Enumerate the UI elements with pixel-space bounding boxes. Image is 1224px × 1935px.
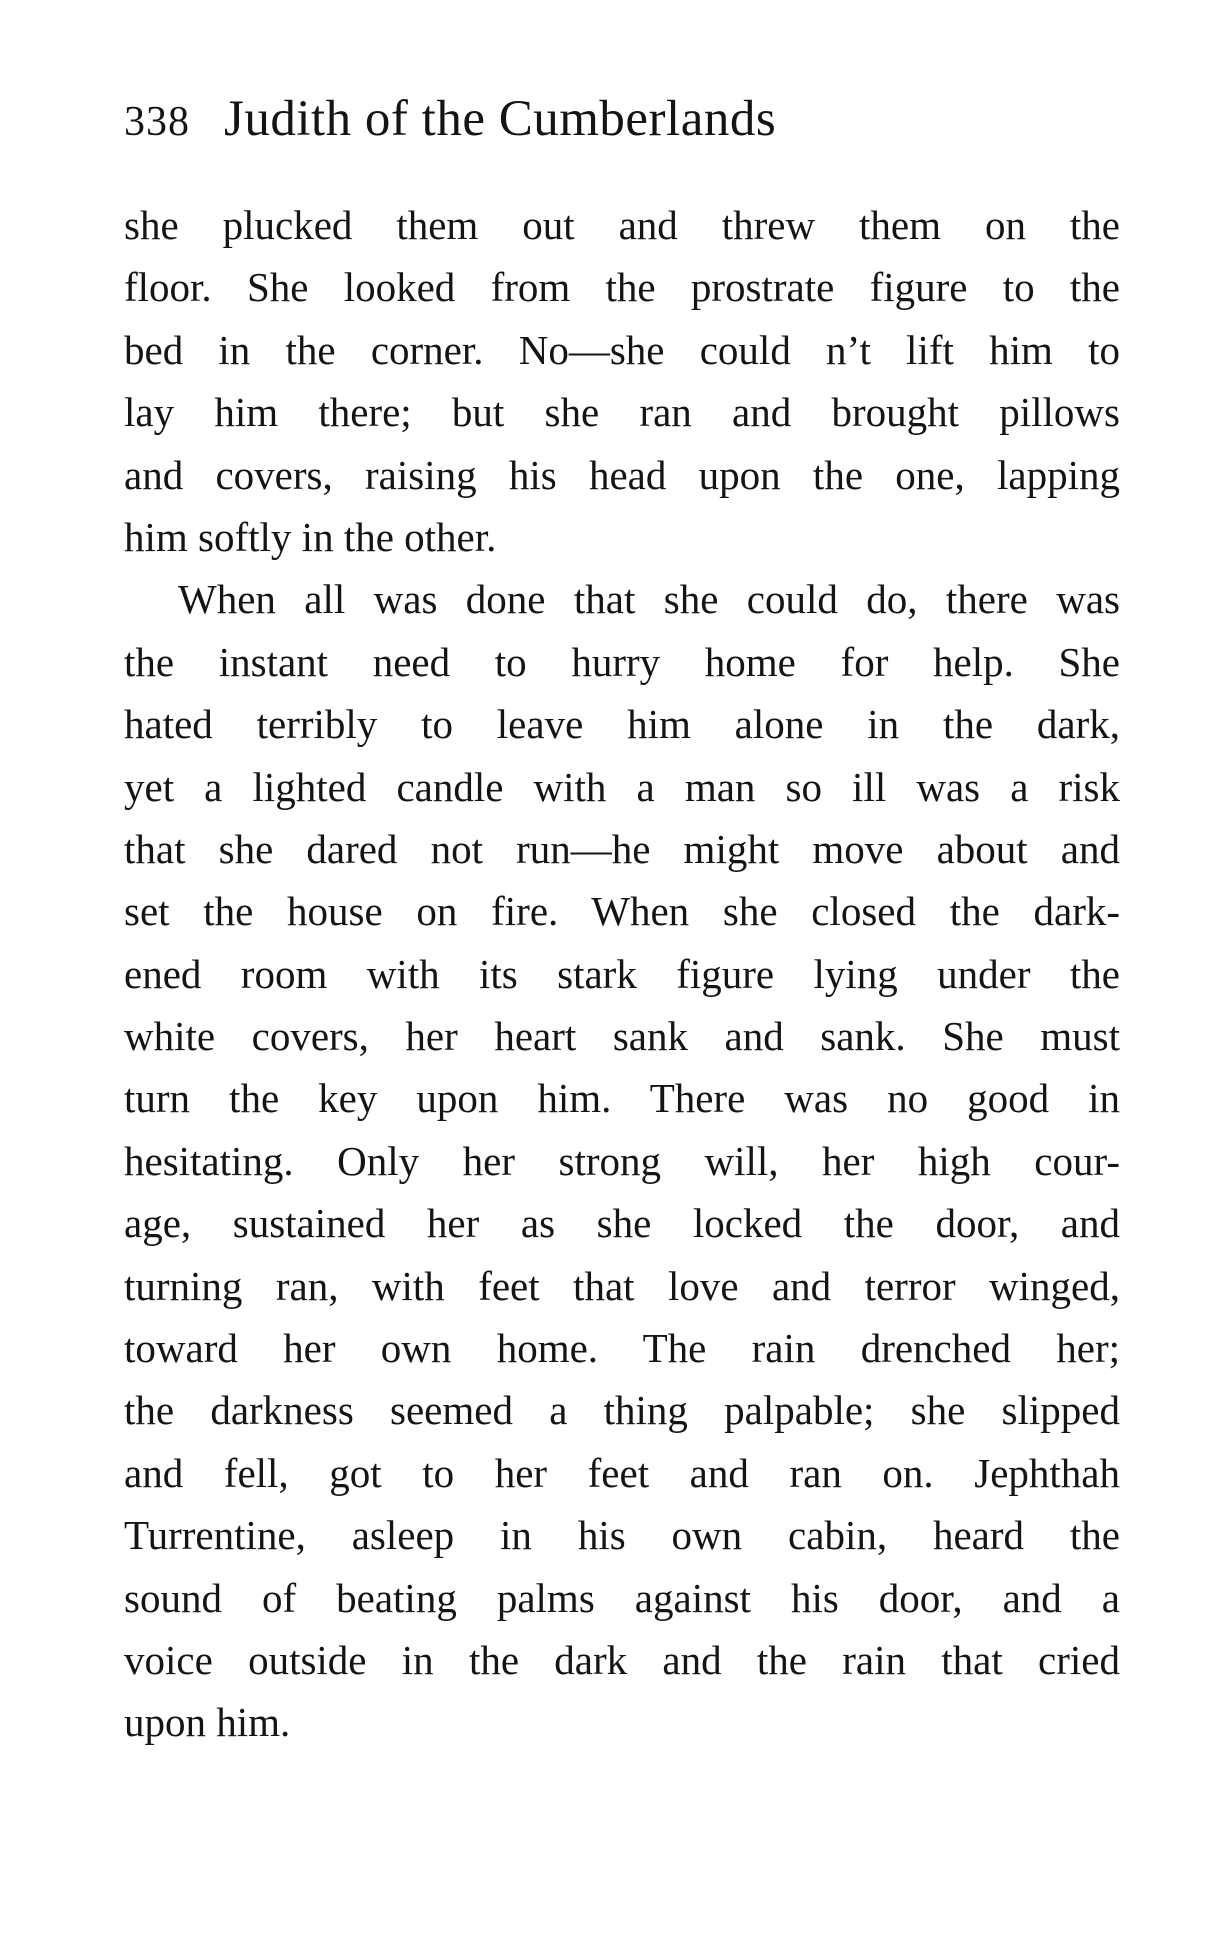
text-line: ened room with its stark figure lying under the — [124, 950, 1120, 997]
paragraph-1 — [124, 194, 1120, 568]
text-line: him softly in the other. — [124, 513, 497, 560]
running-head — [124, 90, 1114, 150]
text-line: When all was done that she could do, there was — [178, 576, 1120, 623]
text-line: Turrentine, asleep in his own cabin, heard the — [124, 1512, 1120, 1559]
text-line: white covers, her heart sank and sank. She must — [124, 1013, 1120, 1060]
paragraph-2 — [124, 568, 1120, 1753]
text-line: hesitating. Only her strong will, her high cour- — [124, 1137, 1120, 1184]
text-line: that she dared not run—he might move about and — [124, 825, 1120, 872]
text-line: turn the key upon him. There was no good in — [124, 1075, 1120, 1122]
text-line: and covers, raising his head upon the one, lapping — [124, 451, 1120, 498]
text-line: turning ran, with feet that love and terror winged, — [124, 1262, 1120, 1309]
text-line: upon him. — [124, 1699, 291, 1746]
text-line: floor. She looked from the prostrate figure to the — [124, 264, 1120, 311]
text-line: the instant need to hurry home for help. She — [124, 638, 1120, 685]
text-line: she plucked them out and threw them on the — [124, 202, 1120, 248]
text-line: set the house on fire. When she closed the dark- — [124, 888, 1120, 935]
text-line: age, sustained her as she locked the door, and — [124, 1200, 1120, 1247]
text-line: the darkness seemed a thing palpable; she slipped — [124, 1387, 1120, 1434]
text-line: lay him there; but she ran and brought pillows — [124, 389, 1120, 436]
text-line: bed in the corner. No—she could n’t lift him to — [124, 326, 1120, 373]
text-line: hated terribly to leave him alone in the dark, — [124, 701, 1120, 748]
text-line: yet a lighted candle with a man so ill was a risk — [124, 763, 1120, 810]
text-line: sound of beating palms against his door, and a — [124, 1574, 1120, 1621]
text-line: and fell, got to her feet and ran on. Jephthah — [124, 1449, 1120, 1496]
page-number: 338 — [124, 99, 190, 145]
running-title: Judith of the Cumberlands — [224, 91, 777, 147]
text-line: toward her own home. The rain drenched her; — [124, 1325, 1120, 1372]
text-line: voice outside in the dark and the rain that cried — [124, 1636, 1120, 1683]
body-text — [124, 194, 1120, 1754]
